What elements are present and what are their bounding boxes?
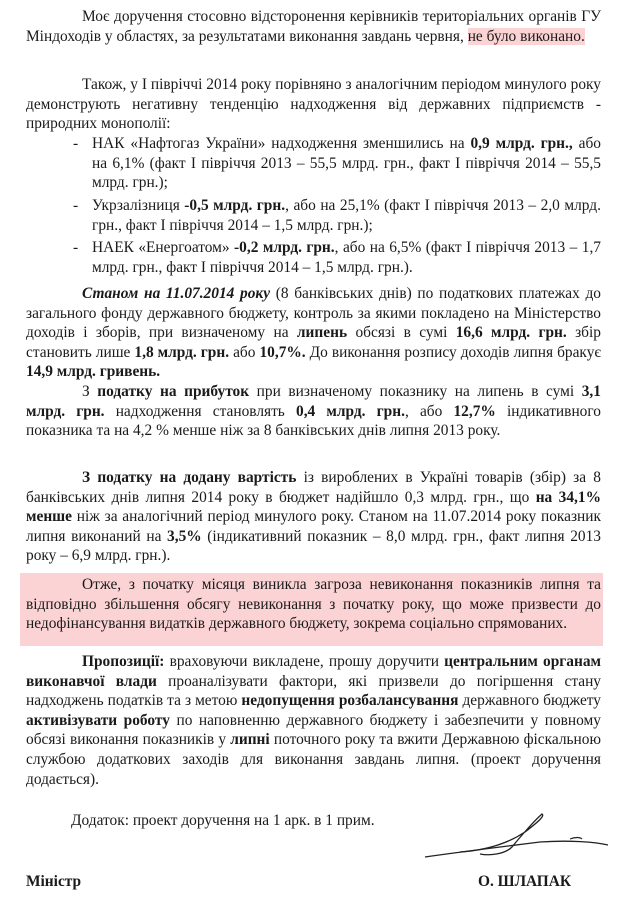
bold-text-run: 14,9 млрд. гривень. bbox=[26, 363, 161, 381]
paragraph-status-11-07 bbox=[26, 284, 601, 382]
text-run: при визначеному показнику на липень в сумі bbox=[249, 383, 582, 400]
bold-text-run: Станом на 11.07.2014 року bbox=[82, 285, 271, 302]
text-run: збір становить лише bbox=[26, 324, 601, 361]
bold-text-run: 1,8 млрд. грн. bbox=[134, 343, 230, 361]
text-run: або на 6,1% (факт І півріччя 2013 – 55,5 млрд. грн., факт І півріччя 2014 – 55,5 млрд. грн.); bbox=[92, 135, 601, 192]
text-run: або bbox=[229, 343, 260, 361]
bold-text-run: 10,7%. bbox=[259, 343, 306, 361]
paragraph-unfulfilled-order bbox=[26, 7, 601, 46]
attachment-note: Додаток: проект доручення на 1 арк. в 1 прим. bbox=[71, 812, 375, 829]
bullet-energoatom bbox=[73, 238, 601, 277]
bold-text-run: липень bbox=[296, 324, 348, 342]
signatory-title: Міністр bbox=[26, 873, 82, 890]
text-run: , або на 6,5% (факт І півріччя 2013 – 1,7 млрд. грн., факт І півріччя 2014 – 1,5 млрд. грн.). bbox=[92, 239, 601, 276]
bold-text-run: -0,2 млрд. грн. bbox=[234, 239, 335, 256]
text-run: не було виконано. bbox=[467, 27, 585, 45]
bold-text-run: на 34,1% менше bbox=[26, 488, 601, 526]
bold-text-run: 3,5% bbox=[167, 527, 202, 545]
bold-text-run: 0,4 млрд. грн. bbox=[296, 402, 405, 420]
bullet-text bbox=[92, 197, 601, 234]
text-run: Моє доручення стосовно відсторонення керівників територіальних органів ГУ Міндоходів у областях, за результатами виконання завдань червня, bbox=[26, 8, 601, 45]
paragraph-monopolies-intro bbox=[26, 75, 601, 134]
paragraph-profit-tax bbox=[26, 382, 601, 441]
text-run: (індикативний показник – 8,0 млрд. грн., факт липня 2013 року – 6,9 млрд. грн.). bbox=[26, 527, 601, 565]
text-run: , або на 25,1% (факт І півріччя 2013 – 2,0 млрд. грн., факт І півріччя 2014 – 1,5 млрд. грн.); bbox=[92, 197, 601, 234]
paragraph-conclusion-highlighted bbox=[26, 575, 601, 634]
paragraph-vat bbox=[26, 468, 601, 566]
text-run: надходження становлять bbox=[104, 402, 296, 420]
bold-text-run: 3,1 млрд. грн. bbox=[26, 383, 601, 420]
text-run: по наповненню державного бюджету і забезпечити у повному обсязі виконання показників у bbox=[26, 711, 601, 749]
text-run: із вироблених в Україні товарів (збір) за 8 банківських днів липня 2014 року в бюджет надійшло 0,3 млрд. грн., що bbox=[26, 469, 601, 506]
paragraph-proposals bbox=[26, 652, 601, 789]
text-run: поточного року та вжити Державною фіскальною службою додаткових заходів для виконання завдань липня. (проект доручення додається). bbox=[26, 731, 601, 788]
text-run: Укрзалізниця bbox=[92, 197, 185, 214]
text-run: враховуючи викладене, прошу доручити bbox=[164, 653, 445, 670]
text-run: проаналізувати фактори, які призвели до погіршення стану надходжень податків та з метою bbox=[26, 672, 602, 710]
bold-text-run: податку на прибуток bbox=[97, 383, 250, 400]
text-run: обсязі в сумі bbox=[347, 324, 456, 342]
bullet-ukrzaliznytsia bbox=[73, 196, 601, 235]
text-run: ніж за аналогічний період минулого року. Станом на 11.07.2014 року показник липня виконаний на bbox=[26, 508, 601, 545]
text-run: Отже, з початку місяця виникла загроза невиконання показників липня та відповідно збільшення обсягу невиконання з початку року, що може призвести до недофінансування видатків державного бюджету, зокрема соціально спрямованих. bbox=[26, 576, 601, 633]
bold-text-run: Пропозиції: bbox=[82, 653, 165, 670]
text-run: До виконання розпису доходів липня бракує bbox=[305, 343, 601, 361]
bold-text-run: 12,7% bbox=[453, 402, 496, 420]
text-run: НАК «Нафтогаз України» надходження зменшились на bbox=[92, 135, 471, 152]
bold-text-run: активізувати роботу bbox=[26, 711, 170, 729]
text-run: державного бюджету bbox=[458, 692, 601, 710]
bullet-naftogaz bbox=[73, 134, 601, 193]
bold-text-run: липні bbox=[230, 731, 270, 749]
bullet-dash: - bbox=[73, 135, 79, 152]
bullet-dash: - bbox=[73, 197, 79, 214]
bold-text-run: 16,6 млрд. грн. bbox=[455, 324, 567, 342]
handwritten-signature bbox=[420, 812, 610, 872]
text-run: З bbox=[82, 383, 98, 400]
bullet-text bbox=[92, 135, 601, 191]
signatory-name: О. ШЛАПАК bbox=[478, 873, 572, 890]
text-run: Також, у І півріччі 2014 року порівняно з аналогічним періодом минулого року демонструють негативну тенденцію надходження від державних підприємств - природних монополії: bbox=[26, 76, 601, 133]
text-run: НАЕК «Енергоатом» bbox=[92, 239, 235, 256]
bullet-dash: - bbox=[73, 239, 79, 256]
text-run: , або bbox=[404, 402, 454, 420]
text-run: індикативного показника та на 4,2 % менше ніж за 8 банківських днів липня 2013 року. bbox=[26, 402, 601, 440]
bold-text-run: 0,9 млрд. грн., bbox=[470, 135, 573, 152]
bold-text-run: центральним органам виконавчої влади bbox=[26, 653, 602, 690]
text-run: (8 банківських днів) по податкових платежах до загального фонду державного бюджету, контроль за якими покладено на Міністерство доходів і зборів, при визначеному на bbox=[26, 285, 601, 342]
bold-text-run: З податку на додану вартість bbox=[82, 469, 297, 486]
bold-text-run: -0,5 млрд. грн. bbox=[184, 197, 286, 214]
bullet-text bbox=[92, 239, 601, 276]
bold-text-run: недопущення розбалансування bbox=[241, 692, 459, 710]
